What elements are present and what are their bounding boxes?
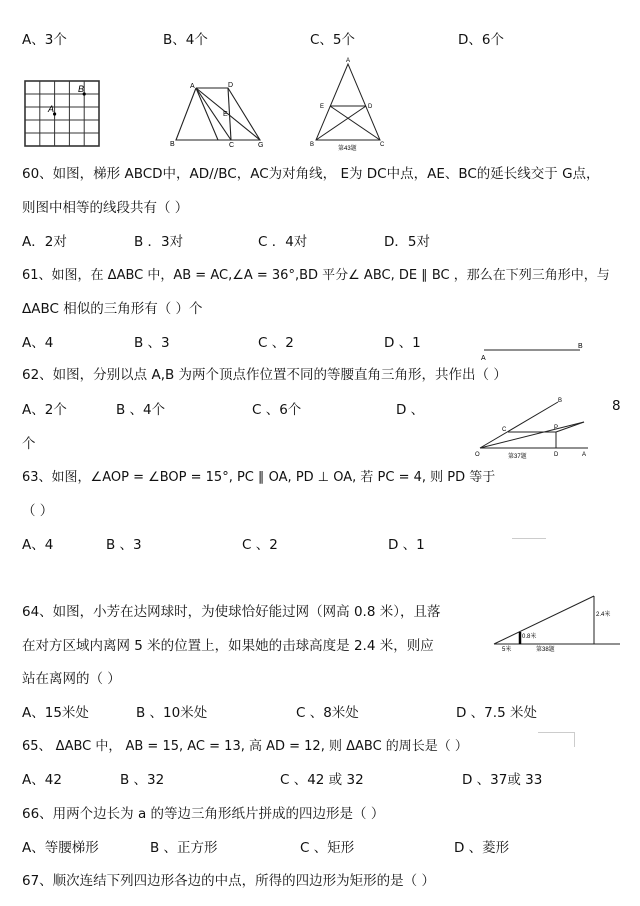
q64-stem-line3: 站在离网的（ ） xyxy=(22,671,121,687)
q63-option-a: A、4 xyxy=(22,537,54,553)
t43-label-c: C xyxy=(380,142,385,148)
grid-label-b: B xyxy=(78,84,85,94)
q65-option-a: A、42 xyxy=(22,772,62,788)
q62-option-b: B 、4个 xyxy=(116,402,166,418)
grid-label-a: A xyxy=(48,104,55,114)
trapezoid-label-d: D xyxy=(228,82,234,89)
q61-stem-line2: ΔABC 相似的三角形有（ ）个 xyxy=(22,301,203,317)
q60-option-b: B ．3对 xyxy=(134,234,184,250)
trapezoid-label-c: C xyxy=(229,142,235,148)
trapezoid-label-g: G xyxy=(258,142,264,148)
t43-label-b: B xyxy=(310,142,315,148)
a37-label-p: P xyxy=(554,425,559,431)
q65-decor-box xyxy=(538,732,575,747)
q62-stem-line1: 62、如图，分别以点 A,B 为两个顶点作位置不同的等腰直角三角形，共作出（ ） xyxy=(22,367,507,383)
q64-option-c: C 、8米处 xyxy=(296,705,359,721)
tennis-figure xyxy=(488,588,628,658)
q62-label-a: A xyxy=(481,355,486,362)
q61-option-d: D 、1 xyxy=(384,335,421,351)
q66-option-a: A、等腰梯形 xyxy=(22,840,99,856)
q66-option-b: B 、正方形 xyxy=(150,840,218,856)
tennis-dist-label: 5米 xyxy=(502,647,512,653)
q65-option-d: D 、37或 33 xyxy=(462,772,543,788)
q64-option-d: D 、7.5 米处 xyxy=(456,705,537,721)
q63-decor-line xyxy=(512,538,546,539)
triangle43-figure xyxy=(308,56,388,152)
grid-figure xyxy=(24,80,104,150)
q60-stem-line1: 60、如图，梯形 ABCD中，AD//BC，AC为对角线， E为 DC中点，AE、BC的延长线交于 G点， xyxy=(22,166,600,182)
q60-option-d: D．5对 xyxy=(384,234,430,250)
q60-option-a: A．2对 xyxy=(22,234,67,250)
q61-stem-line1: 61、如图，在 ΔABC 中，AB = AC,∠A = 36°,BD 平分∠ ABC, DE ∥ BC ，那么在下列三角形中，与 xyxy=(22,268,610,283)
q65-option-c: C 、42 或 32 xyxy=(280,772,364,788)
tennis-height-label: 2.4米 xyxy=(596,612,611,618)
q63-option-c: C 、2 xyxy=(242,537,278,553)
q65-option-b: B 、32 xyxy=(120,772,165,788)
trapezoid-figure xyxy=(168,80,268,148)
a37-label-a: A xyxy=(582,452,587,458)
q66-stem-line1: 66、用两个边长为 a 的等边三角形纸片拼成的四边形是（ ） xyxy=(22,806,385,822)
tennis-caption: 第38题 xyxy=(536,647,555,653)
q64-option-a: A、15米处 xyxy=(22,705,89,721)
q62-option-c: C 、6个 xyxy=(252,402,302,418)
q62-option-a: A、2个 xyxy=(22,402,67,418)
a37-caption: 第37题 xyxy=(508,454,527,460)
a37-label-c: C xyxy=(502,427,507,433)
q61-option-a: A、4 xyxy=(22,335,54,351)
t43-label-e: E xyxy=(320,104,325,110)
q64-option-b: B 、10米处 xyxy=(136,705,208,721)
trapezoid-label-a: A xyxy=(190,83,195,90)
t43-caption: 第43题 xyxy=(338,146,357,152)
a37-label-b: B xyxy=(558,398,563,404)
q61-option-c: C 、2 xyxy=(258,335,294,351)
q66-option-c: C 、矩形 xyxy=(300,840,355,856)
q64-stem-line1: 64、如图，小芳在达网球时，为使球恰好能过网（网高 0.8 米），且落 xyxy=(22,604,441,620)
q66-option-d: D 、菱形 xyxy=(454,840,510,856)
trapezoid-label-e: E xyxy=(223,111,228,118)
q63-stem-line2: （ ） xyxy=(22,503,54,519)
a37-label-o: O xyxy=(475,452,480,458)
q63-option-b: B 、3 xyxy=(106,537,142,553)
q59-option-c: C、5个 xyxy=(310,32,356,48)
q64-stem-line2: 在对方区域内离网 5 米的位置上，如果她的击球高度是 2.4 米，则应 xyxy=(22,638,434,654)
q62-tail: 个 xyxy=(22,436,36,452)
q59-option-d: D、6个 xyxy=(458,32,504,48)
q60-option-c: C ．4对 xyxy=(258,234,308,250)
q63-stem-line1: 63、如图，∠AOP = ∠BOP = 15°, PC ∥ OA, PD ⊥ OA, 若 PC = 4, 则 PD 等于 xyxy=(22,470,496,485)
q63-option-d: D 、1 xyxy=(388,537,425,553)
t43-label-d: D xyxy=(368,104,373,110)
q62-label-b: B xyxy=(578,343,583,350)
angle37-figure xyxy=(474,392,594,464)
t43-label-a: A xyxy=(346,58,351,64)
q60-stem-line2: 则图中相等的线段共有（ ） xyxy=(22,200,189,216)
q67-stem-line1: 67、顺次连结下列四边形各边的中点，所得的四边形为矩形的是（ ） xyxy=(22,873,435,889)
q65-stem-line1: 65、 ΔABC 中， AB = 15, AC = 13, 高 AD = 12, 则 ΔABC 的周长是（ ） xyxy=(22,739,468,754)
q62-figure xyxy=(478,340,588,364)
q59-option-a: A、3个 xyxy=(22,32,67,48)
trapezoid-label-b: B xyxy=(170,141,175,148)
q59-option-b: B、4个 xyxy=(163,32,208,48)
q61-option-b: B 、3 xyxy=(134,335,170,351)
a37-label-d: D xyxy=(554,452,559,458)
q62-option-d-value: 8 xyxy=(612,398,621,414)
q62-option-d: D 、 xyxy=(396,402,425,418)
tennis-net-label: 0.8米 xyxy=(522,634,537,640)
